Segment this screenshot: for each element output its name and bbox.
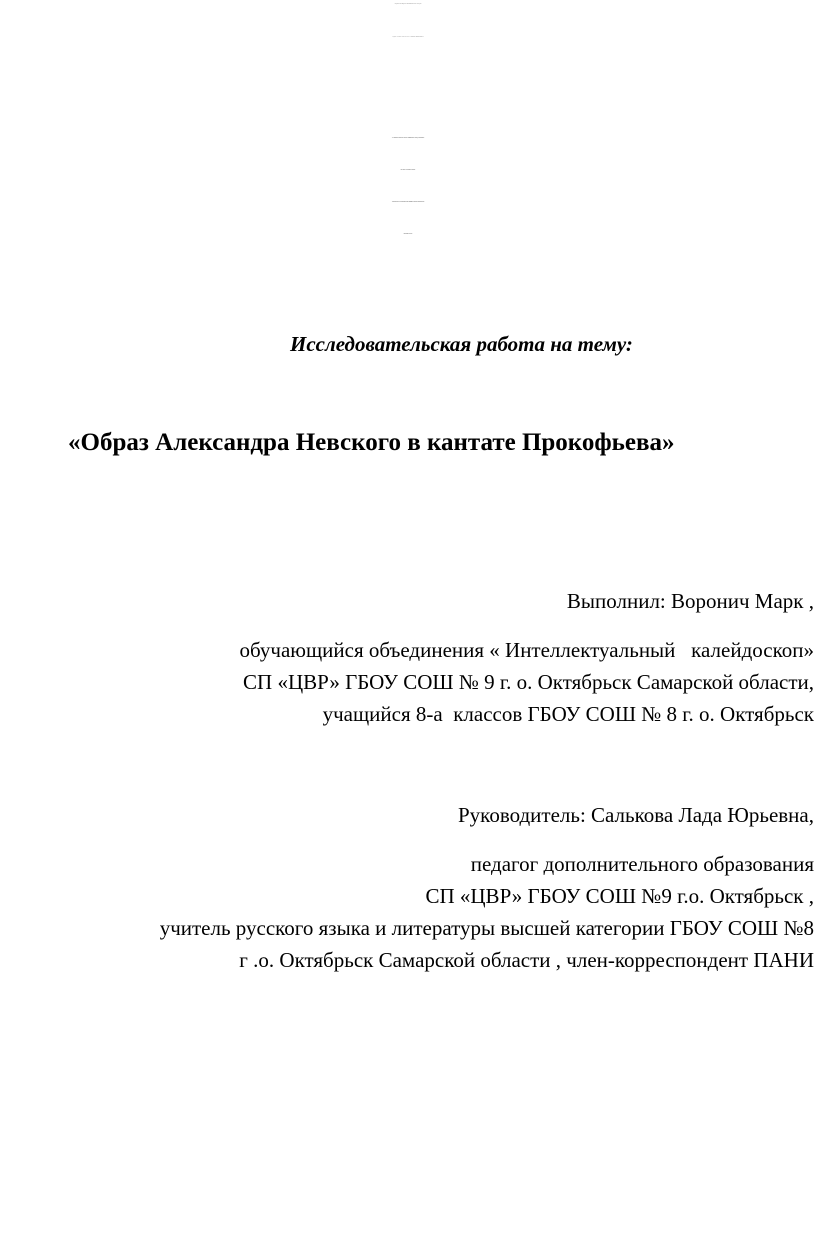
institution-name-line-2: средняя СП «ЦВР» ГБОУ СОШ № 9 г. о. Октябрьск Самарской области (392, 37, 424, 38)
supervisor-position-line-2: СП «ЦВР» ГБОУ СОШ №9 г.о. Октябрьск , (425, 884, 814, 908)
work-type-label: Исследовательская работа на тему: (290, 332, 633, 356)
author-affiliation-line-3: учащийся 8-а классов ГБОУ СОШ № 8 г. о. Октябрьск (322, 702, 814, 726)
supervisor-position-line-1: педагог дополнительного образования (470, 852, 814, 876)
supervisor-position-line-4: г .о. Октябрьск Самарской области , член-корреспондент ПАНИ (239, 948, 814, 972)
author-affiliation-line-1: обучающийся объединения « Интеллектуальный калейдоскоп» (239, 638, 814, 662)
author-affiliation-line-2: СП «ЦВР» ГБОУ СОШ № 9 г. о. Октябрьск Самарской области, (243, 670, 814, 694)
institution-name-line-1: Государственное бюджетное общеобразовательное учреждение (394, 4, 422, 5)
supervisor-name: Руководитель: Салькова Лада Юрьевна, (458, 803, 814, 827)
conference-title-line-4: потенциал России» (403, 234, 413, 235)
author-name: Выполнил: Воронич Марк , (566, 589, 814, 613)
supervisor-position-line-3: учитель русского языка и литературы высшей категории ГБОУ СОШ №8 (159, 916, 814, 940)
conference-title-line-3: «Историческая и культурная память народа как духовно-нравственный (391, 202, 425, 203)
conference-title-line-1: XXI областные школьные Кирилло-Мефодиевских чтения, посвященные (391, 138, 425, 139)
conference-title-line-2: 800-летию Александра Невского: (400, 170, 416, 171)
work-topic-title: «Образ Александра Невского в кантате Прокофьева» (68, 429, 675, 456)
